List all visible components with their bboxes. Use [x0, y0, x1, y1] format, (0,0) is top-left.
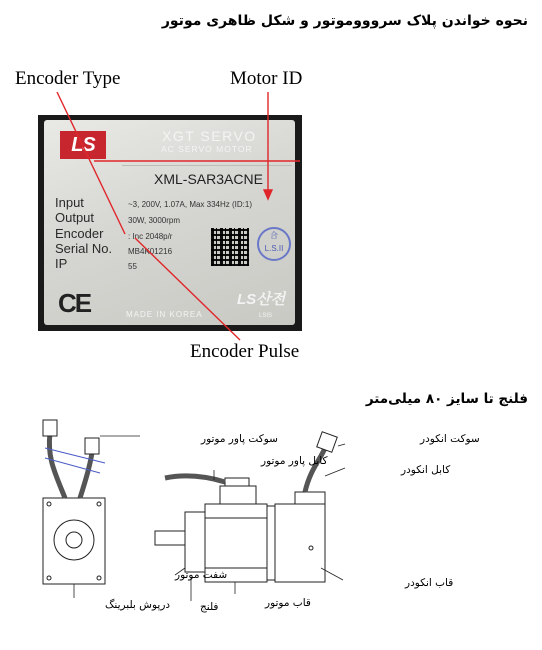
encoder-socket-side: [317, 432, 338, 453]
encoder-label: Encoder: [55, 226, 104, 241]
power-connector-box: [220, 486, 256, 504]
label-encoder-socket: سوکت انکودر: [420, 433, 480, 445]
encoder-pulse-line: [135, 238, 240, 340]
label-bearing-seal: درپوش بلبرینگ: [105, 599, 171, 611]
stamp-top-text: 合: [270, 231, 278, 240]
front-view-bearing: [54, 520, 94, 560]
ip-label: IP: [55, 256, 68, 271]
page-heading: نحوه خواندن پلاک سروووموتور و شکل ظاهری موتور: [161, 13, 528, 29]
power-cable-side: [165, 476, 225, 482]
footer-logo: LS산전: [237, 291, 286, 308]
label-encoder-cable: کابل انکودر: [401, 464, 451, 476]
label-power-socket: سوکت پاور موتور: [201, 433, 278, 445]
label-motor-frame: قاب موتور: [265, 597, 311, 609]
encoder-connector-box: [295, 492, 325, 504]
encoder-frame: [275, 504, 325, 582]
made-in-text: MADE IN KOREA: [126, 310, 203, 319]
input-label: Input: [55, 195, 84, 210]
shaft: [155, 531, 185, 545]
label-power-cable: کابل پاور موتور: [261, 455, 328, 467]
brand-subtitle: AC SERVO MOTOR: [161, 144, 253, 154]
label-shaft: شفت موتور: [175, 569, 228, 581]
encoder-value: : Inc 2048p/r: [128, 232, 173, 241]
section-heading: فلنج تا سایز ۸۰ میلی‌متر: [365, 391, 528, 407]
flange-plate: [185, 512, 205, 572]
ip-value: 55: [128, 262, 137, 271]
company-text: LSIS: [259, 313, 273, 319]
model-number: XML-SAR3ACNE: [154, 171, 263, 187]
front-view-body: [43, 498, 105, 584]
output-value: 30W, 3000rpm: [128, 216, 181, 225]
callout-encoder-pulse: Encoder Pulse: [190, 341, 300, 362]
output-label: Output: [55, 210, 95, 225]
callout-encoder-type: Encoder Type: [15, 68, 121, 89]
encoder-connector-front: [85, 438, 99, 454]
frame-ring: [267, 506, 275, 580]
serial-label: Serial No.: [55, 241, 113, 256]
ls-logo: LS: [60, 131, 106, 159]
motor-id-arrowhead: [264, 190, 272, 199]
label-encoder-frame: قاب انکودر: [405, 577, 454, 589]
brand-text: XGT SERVO: [162, 128, 257, 144]
label-flange: فلنج: [200, 601, 219, 613]
stamp-bottom-text: L.S.II: [264, 244, 284, 253]
callout-motor-id: Motor ID: [230, 68, 303, 89]
input-value: ~3, 200V, 1.07A, Max 334Hz (ID:1): [128, 200, 252, 209]
front-view-shaft: [66, 532, 82, 548]
motor-drawing: [25, 418, 525, 633]
encoder-type-line: [57, 92, 125, 234]
power-cable-front: [49, 433, 65, 498]
power-connector-front: [43, 420, 57, 436]
ce-mark: CE: [58, 288, 91, 318]
serial-value: MB4K01216: [128, 247, 173, 256]
